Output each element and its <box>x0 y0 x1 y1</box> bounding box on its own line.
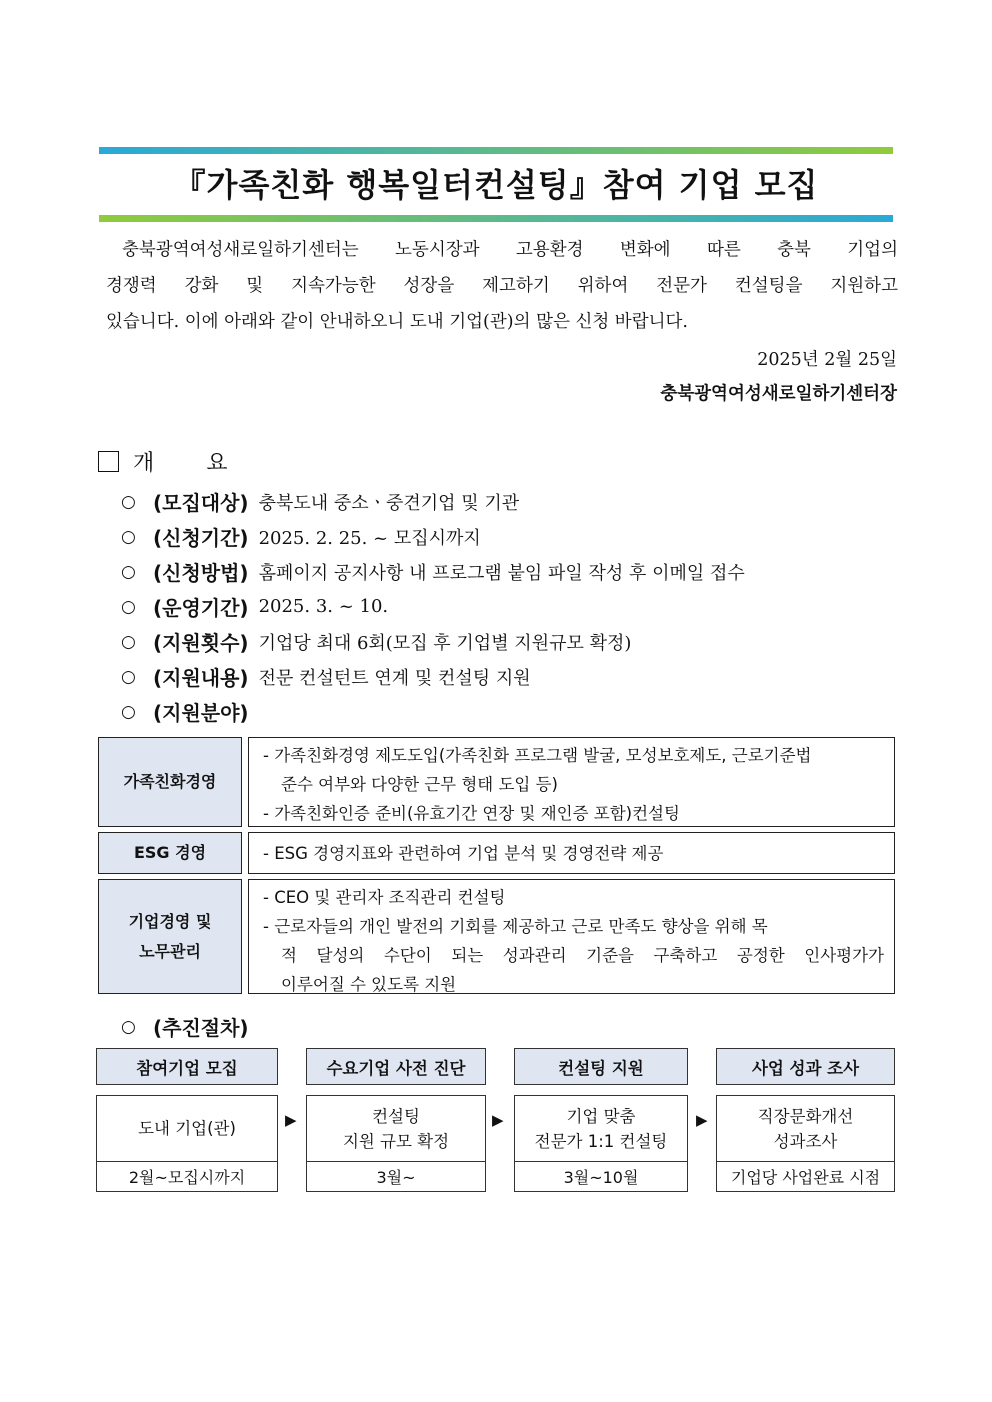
title-bottom-bar <box>99 215 893 222</box>
step-line: 성과조사 <box>773 1131 838 1151</box>
item-label: (운영기간) <box>153 596 249 620</box>
field-name: ESG 경영 <box>133 843 207 862</box>
procedure-step <box>716 1048 895 1192</box>
intro-line: 충북광역여성새로일하기센터는 노동시장과 고용환경 변화에 따른 충북 기업의 <box>122 240 898 260</box>
bullet-icon: ○ <box>121 526 136 547</box>
step-description <box>717 1096 894 1161</box>
list-item <box>121 624 745 659</box>
intro-line: 있습니다. 이에 아래와 같이 안내하오니 도내 기업(관)의 많은 신청 바랍니다. <box>106 312 688 332</box>
item-value: 전문 컨설턴트 연계 및 컨설팅 지원 <box>258 667 531 689</box>
bullet-icon: ○ <box>121 631 136 652</box>
procedure-step <box>514 1048 688 1192</box>
field-detail-line: 이루어질 수 있도록 지원 <box>281 975 457 994</box>
field-detail-line: 준수 여부와 다양한 근무 형태 도입 등) <box>281 775 558 794</box>
list-item <box>121 1009 259 1044</box>
step-description <box>97 1096 277 1161</box>
bullet-icon: ○ <box>121 666 136 687</box>
item-label: (모집대상) <box>153 491 249 515</box>
item-label: (신청기간) <box>153 526 249 550</box>
organization-name: 충북광역여성새로일하기센터장 <box>660 384 897 404</box>
step-period: 2월~모집시까지 <box>97 1161 277 1191</box>
bullet-icon: ○ <box>121 701 136 722</box>
table-row <box>98 737 895 827</box>
table-row <box>98 879 895 994</box>
arrow-right-icon: ▶ <box>492 1111 504 1129</box>
item-value: 2025. 2. 25. ~ 모집시까지 <box>258 527 481 549</box>
field-name-cell <box>98 832 242 874</box>
list-item <box>121 589 745 624</box>
page-title: 『가족친화 행복일터컨설팅』참여 기업 모집 <box>173 166 819 204</box>
square-icon <box>98 451 119 472</box>
list-item <box>121 519 745 554</box>
bullet-icon: ○ <box>121 596 136 617</box>
field-detail-cell <box>248 879 895 994</box>
step-header: 컨설팅 지원 <box>514 1048 688 1085</box>
bullet-icon: ○ <box>121 491 136 512</box>
item-value: 기업당 최대 6회(모집 후 기업별 지원규모 확정) <box>258 632 632 654</box>
section-title: 개요 <box>133 451 280 476</box>
step-body <box>96 1095 278 1192</box>
step-header: 참여기업 모집 <box>96 1048 278 1085</box>
step-description <box>515 1096 687 1161</box>
overview-list <box>121 484 745 729</box>
step-period: 3월~ <box>307 1161 485 1191</box>
step-header: 수요기업 사전 진단 <box>306 1048 486 1085</box>
procedure-flow <box>96 1048 896 1193</box>
list-item <box>121 484 745 519</box>
document-date: 2025년 2월 25일 <box>757 350 897 370</box>
field-detail-line: - CEO 및 관리자 조직관리 컨설팅 <box>263 888 506 907</box>
table-row <box>98 832 895 874</box>
field-name: 기업경영 및 <box>128 911 212 931</box>
intro-paragraph <box>106 232 898 340</box>
step-body <box>716 1095 895 1192</box>
title-top-bar <box>99 147 893 154</box>
step-period: 기업당 사업완료 시점 <box>717 1161 894 1191</box>
item-label: (신청방법) <box>153 561 249 585</box>
bullet-icon: ○ <box>121 1016 136 1037</box>
step-line: 도내 기업(관) <box>138 1119 236 1138</box>
list-item <box>121 694 745 729</box>
procedure-heading <box>121 1009 259 1044</box>
field-detail-line: - ESG 경영지표와 관련하여 기업 분석 및 경영전략 제공 <box>263 843 664 863</box>
arrow-right-icon: ▶ <box>285 1111 297 1129</box>
item-value: 2025. 3. ~ 10. <box>258 596 389 617</box>
procedure-step <box>96 1048 278 1192</box>
item-value: 충북도내 중소ㆍ중견기업 및 기관 <box>258 492 520 514</box>
step-line: 기업 맞춤 <box>566 1106 636 1126</box>
procedure-step <box>306 1048 486 1192</box>
step-period: 3월~10월 <box>515 1161 687 1191</box>
field-detail-line: - 가족친화경영 제도도입(가족친화 프로그램 발굴, 모성보호제도, 근로기준법 <box>263 746 812 765</box>
field-name-cell <box>98 879 242 994</box>
item-label: (지원내용) <box>153 666 249 690</box>
item-label: (추진절차) <box>153 1016 249 1040</box>
field-detail-line: - 가족친화인증 준비(유효기간 연장 및 재인증 포함)컨설팅 <box>263 804 680 823</box>
intro-line: 경쟁력 강화 및 지속가능한 성장을 제고하기 위하여 전문가 컨설팅을 지원하고 <box>106 276 898 296</box>
step-line: 지원 규모 확정 <box>342 1131 450 1151</box>
support-fields-table <box>98 737 895 999</box>
arrow-right-icon: ▶ <box>696 1111 708 1129</box>
step-line: 직장문화개선 <box>757 1106 854 1126</box>
field-name: 가족친화경영 <box>123 772 217 791</box>
step-description <box>307 1096 485 1161</box>
list-item <box>121 659 745 694</box>
item-value: 홈페이지 공지사항 내 프로그램 붙임 파일 작성 후 이메일 접수 <box>258 562 745 584</box>
item-label: (지원횟수) <box>153 631 249 655</box>
step-line: 컨설팅 <box>372 1106 420 1126</box>
list-item <box>121 554 745 589</box>
step-body <box>306 1095 486 1192</box>
step-line: 전문가 1:1 컨설팅 <box>534 1131 668 1151</box>
step-header: 사업 성과 조사 <box>716 1048 895 1085</box>
section-heading <box>98 446 280 477</box>
field-detail-cell <box>248 832 895 874</box>
field-detail-line: - 근로자들의 개인 발전의 기회를 제공하고 근로 만족도 향상을 위해 목 <box>263 917 768 936</box>
bullet-icon: ○ <box>121 561 136 582</box>
step-body <box>514 1095 688 1192</box>
field-name-cell <box>98 737 242 827</box>
field-detail-cell <box>248 737 895 827</box>
item-label: (지원분야) <box>153 701 249 725</box>
field-name: 노무관리 <box>139 941 201 961</box>
field-detail-line: 적 달성의 수단이 되는 성과관리 기준을 구축하고 공정한 인사평가가 <box>281 946 884 965</box>
